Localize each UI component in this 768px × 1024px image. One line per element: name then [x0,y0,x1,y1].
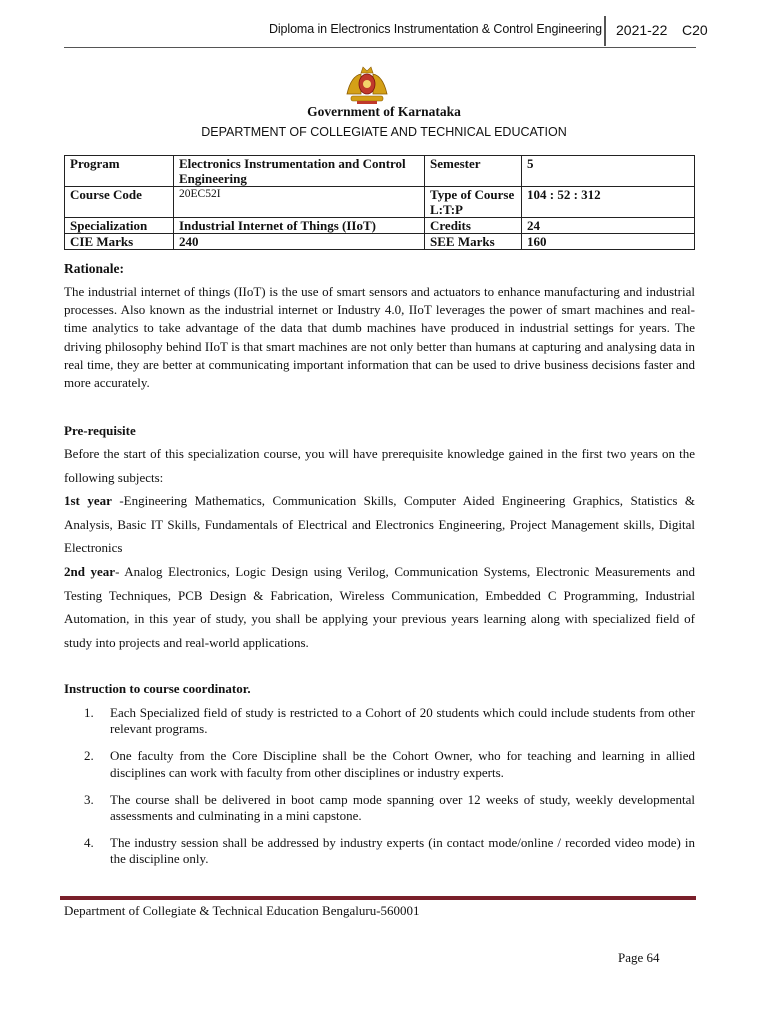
header-rule [64,47,696,48]
list-item-number: 3. [84,791,94,807]
type-value: 104 : 52 : 312 [522,187,695,218]
credits-value: 24 [522,218,695,234]
footer-text: Department of Collegiate & Technical Education Bengaluru-560001 [64,903,420,918]
government-title: Government of Karnataka [307,104,461,119]
list-item-text: Each Specialized field of study is restricted to a Cohort of 20 students which could include students from other relevant programs. [110,705,695,737]
specialization-label: Specialization [65,218,174,234]
first-year-text: -Engineering Mathematics, Communication Skills, Computer Aided Engineering Graphics, Statistics & Analysis, Basic IT Skills, Fundamentals of Electrical and Electronics Engineering, Project Management skills, Digital Electronics [64,493,695,556]
credits-label: Credits [425,218,522,234]
table-row [65,218,695,234]
karnataka-emblem-icon [343,64,391,106]
list-item-text: The industry session shall be addressed by industry experts (in contact mode/online / recorded video mode) in the discipline only. [110,835,695,867]
department-title: DEPARTMENT OF COLLEGIATE AND TECHNICAL EDUCATION [201,125,567,139]
page-header [64,14,708,48]
table-row [65,234,695,250]
rationale-text: The industrial internet of things (IIoT) is the use of smart sensors and actuators to enhance manufacturing and industrial processes. Also known as the industrial internet or Industry 4.0, IIoT leverages the power of smart machines and real-time analytics to take advantage of the data that dumb machines have produced in industrial settings for years. The driving philosophy behind IIoT is that smart machines are not only better than humans at capturing and analysing data in real time, they are better at communicating important information that can be used to drive business decisions faster and more accurately. [64,284,695,391]
type-label: Type of Course L:T:P [425,187,522,218]
table-row [65,156,695,187]
rationale-heading: Rationale: [64,261,124,276]
header-code: C20 [682,22,708,38]
instructions-list [64,705,695,879]
instructions-heading: Instruction to course coordinator. [64,681,251,696]
first-year-paragraph [64,489,695,560]
program-label: Program [65,156,174,187]
header-divider [604,16,606,46]
list-item [64,835,695,867]
course-code-value: 20EC52I [174,187,425,218]
table-row [65,187,695,218]
list-item-number: 1. [84,705,94,720]
see-value: 160 [522,234,695,250]
footer-rule [60,896,696,900]
prerequisite-body [64,442,695,654]
second-year-paragraph [64,560,695,654]
course-info-table [64,155,695,250]
second-year-label: 2nd year [64,563,116,579]
cie-value: 240 [174,234,425,250]
header-title: Diploma in Electronics Instrumentation & Control Engineering [268,22,602,36]
program-value: Electronics Instrumentation and Control Engineering [174,156,425,187]
prerequisite-heading: Pre-requisite [64,423,136,438]
list-item-number: 2. [84,748,94,764]
second-year-text: - Analog Electronics, Logic Design using Verilog, Communication Systems, Electronic Measurements and Testing Techniques, PCB Design & Fabrication, Wireless Communication, Embedded C Programming, Industrial Automation, in this year of study, you shall be applying your previous years learning along with specialized field of study into projects and real-world applications. [64,563,695,650]
list-item-number: 4. [84,835,94,851]
first-year-label: 1st year [64,493,112,509]
list-item-text: One faculty from the Core Discipline shall be the Cohort Owner, who for teaching and learning in allied disciplines can work with faculty from other disciplines or industry experts. [110,748,695,780]
page-number: Page 64 [618,950,660,965]
course-code-label: Course Code [65,187,174,218]
specialization-value: Industrial Internet of Things (IIoT) [174,218,425,234]
list-item [64,792,695,824]
prerequisite-intro: Before the start of this specialization course, you will have prerequisite knowledge gained in the first two years on the following subjects: [64,446,695,485]
list-item [64,748,695,780]
semester-value: 5 [522,156,695,187]
semester-label: Semester [425,156,522,187]
list-item-text: The course shall be delivered in boot camp mode spanning over 12 weeks of study, weekly developmental assessments and culminating in a mini capstone. [110,791,695,824]
cie-label: CIE Marks [65,234,174,250]
list-item [64,705,695,737]
header-year: 2021-22 [616,22,668,38]
see-label: SEE Marks [425,234,522,250]
